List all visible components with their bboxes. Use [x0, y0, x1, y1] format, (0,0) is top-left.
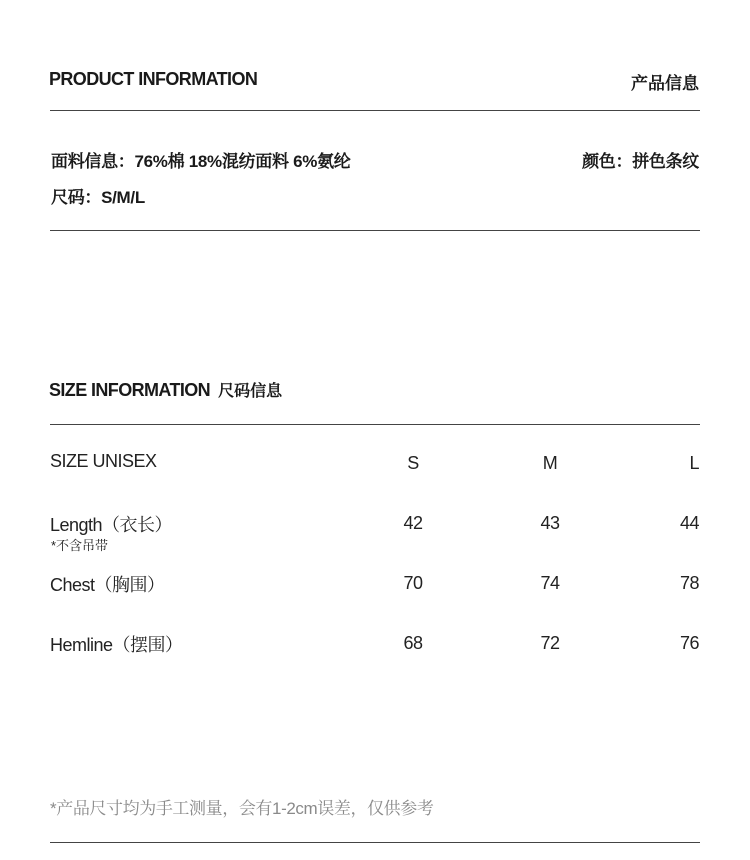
length-note: *不含吊带	[51, 538, 109, 553]
chest-m-value: 74	[540, 573, 560, 593]
size-header-m: M	[542, 453, 558, 473]
size-header-l: L	[689, 453, 699, 473]
size-header-label: SIZE UNISEX	[50, 451, 157, 471]
hemline-m-value: 72	[540, 633, 560, 653]
size-info-title-en: SIZE INFORMATION	[49, 380, 211, 400]
size-table-top-divider	[50, 424, 700, 425]
hemline-l-value: 76	[679, 633, 699, 653]
size-info-title	[49, 378, 282, 401]
row-label-length: Length（衣长）	[50, 515, 173, 535]
footer-divider	[50, 842, 700, 843]
size-info-title-cn: 尺码信息	[218, 383, 283, 400]
product-info-bottom-divider	[50, 230, 700, 231]
hemline-s-value: 68	[403, 633, 423, 653]
measurement-disclaimer: *产品尺寸均为手工测量，会有1-2cm误差，仅供参考	[50, 799, 434, 818]
size-header-s: S	[407, 453, 419, 473]
chest-l-value: 78	[679, 573, 699, 593]
row-label-hemline: Hemline（摆围）	[50, 635, 183, 655]
product-info-title-cn: 产品信息	[631, 74, 699, 93]
product-info-top-divider	[50, 110, 700, 111]
color-info: 颜色：拼色条纹	[582, 152, 699, 171]
product-info-title: PRODUCT INFORMATION	[49, 69, 258, 89]
fabric-info: 面料信息：76%棉 18%混纺面料 6%氨纶	[51, 152, 351, 171]
chest-s-value: 70	[403, 573, 423, 593]
length-s-value: 42	[403, 513, 423, 533]
row-label-chest: Chest（胸围）	[50, 575, 165, 595]
length-l-value: 44	[679, 513, 699, 533]
length-m-value: 43	[540, 513, 560, 533]
size-options: 尺码：S/M/L	[51, 188, 145, 207]
